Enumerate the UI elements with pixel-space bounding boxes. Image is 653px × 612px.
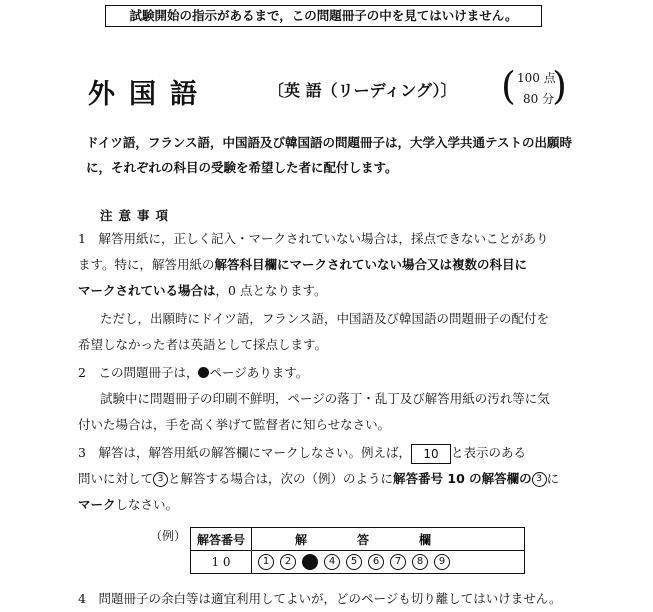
note-2-line-2: 試験中に問題冊子の印刷不鮮明，ページの落丁・乱丁及び解答用紙の汚れ等に気 <box>100 391 550 406</box>
answer-bubble-5: 5 <box>346 554 362 570</box>
note-2-line-1: 2 この問題冊子は， ページあります。 <box>78 365 309 380</box>
note-3-line-1: 3 解答は，解答用紙の解答欄にマークしなさい。例えば， 10 と表示のある <box>78 440 526 466</box>
note-1-line-3: マークされている場合は，0 点となります。 <box>78 283 327 298</box>
note-4-line-1: 4 問題冊子の余白等は適宜利用してよいが，どのページも切り離してはいけません。 <box>78 591 562 606</box>
answer-bubble-7: 7 <box>390 554 406 570</box>
answer-bubble-9: 9 <box>434 554 450 570</box>
answer-bubble-8: 8 <box>412 554 428 570</box>
note-3-line-2: 問いに対して 3 と解答する場合は，次の（例）のように解答番号 10 の解答欄の 3 に <box>78 471 560 486</box>
answer-bubble-4: 4 <box>324 554 340 570</box>
left-paren-decoration: ( <box>501 64 516 108</box>
note-1-line-2: ます。特に，解答用紙の解答科目欄にマークされていない場合又は複数の科目に <box>78 257 528 272</box>
page-count-dot-icon <box>198 367 209 378</box>
note-1-line-1: 1 解答用紙に，正しく記入・マークされていない場合は，採点できないことがあり <box>78 231 549 246</box>
points-label: 100 点 <box>517 71 556 85</box>
answer-bubble-6: 6 <box>368 554 384 570</box>
note-2-line-3: 付いた場合は，手を高く挙げて監督者に知らせなさい。 <box>78 417 391 432</box>
answer-number-cell: 1 0 <box>191 551 252 574</box>
time-label: 80 分 <box>523 92 555 106</box>
example-label: （例） <box>150 529 187 543</box>
circled-3-icon: 3 <box>532 472 547 487</box>
answer-column-header: 解答欄 <box>252 528 525 551</box>
answer-number-box: 10 <box>411 444 451 464</box>
example-answer-table <box>190 527 525 574</box>
note-1-line-4: ただし，出願時にドイツ語，フランス語，中国語及び韓国語の問題冊子の配付を <box>100 311 550 326</box>
score-time-box <box>501 64 567 110</box>
intro-paragraph: ドイツ語，フランス語，中国語及び韓国語の問題冊子は，大学入学共通テストの出願時に，それぞれの科目の受験を希望した者に配付します。 <box>86 135 573 175</box>
answer-bubble-1: 1 <box>258 554 274 570</box>
note-1-line-5: 希望しなかった者は英語として採点します。 <box>78 337 328 352</box>
circled-3-icon: 3 <box>153 472 168 487</box>
notes-heading: 注意事項 <box>100 208 175 223</box>
subject-subtitle: 〔英 語（リーディング）〕 <box>268 81 457 100</box>
subject-title: 外国語 <box>88 79 211 110</box>
note-3-line-3: マークしなさい。 <box>78 497 179 512</box>
answer-bubble-3: 3 <box>302 554 318 570</box>
exam-warning-notice: 試験開始の指示があるまで，この問題冊子の中を見てはいけません。 <box>105 5 542 27</box>
answer-number-header: 解答番号 <box>191 528 252 551</box>
answer-bubbles-cell <box>252 551 525 574</box>
answer-bubble-2: 2 <box>280 554 296 570</box>
right-paren-decoration: ) <box>552 64 567 108</box>
